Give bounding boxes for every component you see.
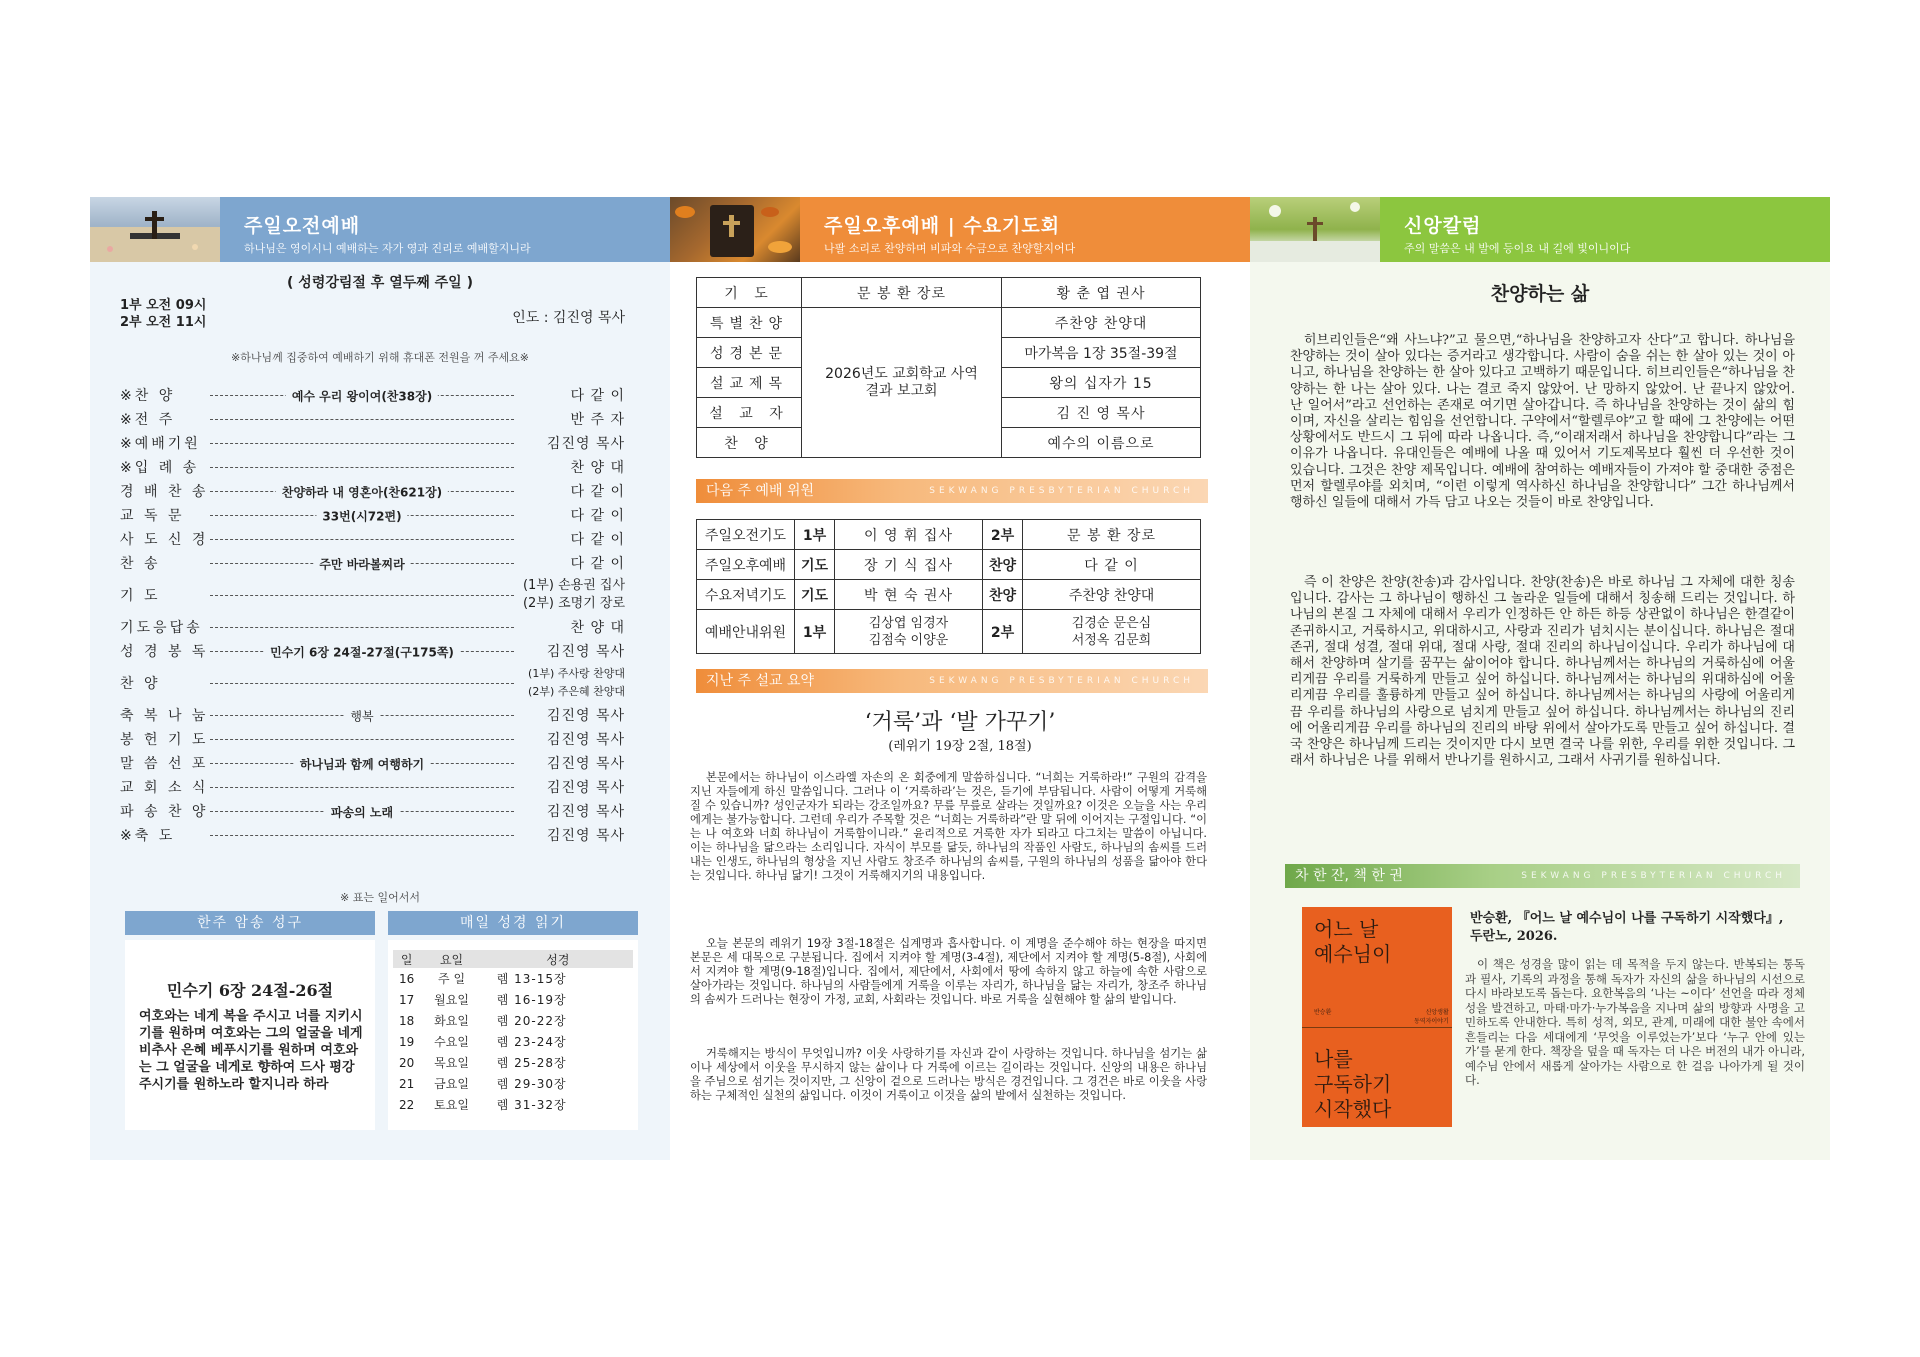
service-leader: 인도 : 김진영 목사 — [512, 310, 625, 326]
reading-day: 21 — [399, 1076, 415, 1091]
reading-passage: 렘 31-32장 — [496, 1098, 567, 1112]
sermon-title-label: 설교제목 — [697, 368, 802, 398]
order-row — [120, 527, 625, 551]
order-row — [120, 383, 625, 407]
order-detail: 민수기 6장 24절-27절(구175쪽) — [264, 643, 460, 660]
sermon-paragraph-2: 오늘 본문의 레위기 19장 3절-18절은 십계명과 흡사합니다. 이 계명을 준수해야 하는 현장을 따지면 본문은 세 대목으로 구분됩니다. 집에서 지켜야 할 계명(3-4절), 제단에서 지켜야 할 계명(5-8절), 사회에서 지켜야 할 계명(9-18절)입니다. 집에서, 제단에서, 사회에서 땅에 속하지 않고 하늘에 속한 사람으로 살아가라는 것입니다. 하나님의 사람들에게 거룩을 이루는 자리가, 하나님을 닮는 자리가, 창조주 하나님의 솜씨가 드러나는 현장이 가정, 교회, 사회라는 것입니다. 바로 거룩을 실현해야 할 삶의 밭입니다. — [690, 937, 1207, 1006]
order-row — [120, 431, 625, 455]
reading-weekday: 월요일 — [434, 993, 469, 1007]
duty-part: 1부 — [795, 520, 835, 550]
anthem-choirs — [520, 665, 625, 701]
duty-role: 주일오후예배 — [697, 550, 795, 580]
usher-line: 김경순 문은심 — [1071, 615, 1152, 631]
prayer-person-1: (1부) 손용권 집사 — [522, 578, 625, 593]
morning-service-verse: 하나님은 영이시니 예배하는 자가 영과 진리로 예배할지니라 — [244, 242, 531, 255]
memory-verse-text: 여호와는 네게 복을 주시고 너를 지키시기를 원하며 여호와는 그의 얼굴을 네게 비추사 은혜 베푸시기를 원하며 여호와는 그 얼굴을 네게로 향하여 드사 평강 주시기를 원하노라 할지니라 하라 — [139, 1009, 363, 1092]
usher-line: 김점숙 이양운 — [868, 632, 949, 648]
book-cover-title-top: 어느 날 예수님이 — [1314, 917, 1392, 966]
col-day: 일 — [393, 950, 420, 968]
order-detail: 주만 바라볼찌라 — [313, 555, 410, 572]
reading-weekday: 수요일 — [434, 1035, 469, 1049]
order-label: ※찬 양 — [120, 388, 176, 404]
prayer-person-2: (2부) 조명기 장로 — [522, 596, 625, 611]
bulletin-page — [90, 197, 1830, 1160]
usher-names-2 — [1023, 610, 1201, 654]
book-cover-divider — [1302, 1027, 1452, 1028]
afternoon-service-column — [670, 197, 1250, 1160]
church-name-watermark: SEKWANG PRESBYTERIAN CHURCH — [929, 486, 1194, 496]
order-person: 반 주 자 — [570, 412, 625, 428]
table-row — [393, 1052, 633, 1073]
daily-reading-header: 매일 성경 읽기 — [388, 911, 638, 935]
reading-passage: 렘 20-22장 — [496, 1014, 567, 1028]
phone-off-note: ※하나님께 집중하여 예배하기 위해 휴대폰 전원을 꺼 주세요※ — [231, 351, 529, 364]
order-label: 교 회 소 식 — [120, 780, 209, 796]
order-label: 말 씀 선 포 — [120, 756, 209, 772]
reading-passage: 렘 23-24장 — [496, 1035, 567, 1049]
duty-part: 2부 — [983, 520, 1023, 550]
duty-part: 1부 — [795, 610, 835, 654]
duty-person: 이 영 휘 집사 — [835, 520, 983, 550]
reading-day: 17 — [399, 992, 415, 1007]
next-week-tag: 다음 주 예배 위원 — [706, 483, 815, 499]
order-person: 다 같 이 — [570, 484, 625, 500]
book-cover-title-bottom: 나를 구독하기 시작했다 — [1314, 1047, 1392, 1121]
duty-person: 주찬양 찬양대 — [1023, 580, 1201, 610]
reading-day: 22 — [399, 1097, 415, 1112]
order-person: 다 같 이 — [570, 508, 625, 524]
duty-part: 찬양 — [983, 550, 1023, 580]
order-person: 다 같 이 — [570, 532, 625, 548]
reading-day: 18 — [399, 1013, 415, 1028]
morning-service-title: 주일오전예배 — [244, 215, 361, 237]
order-detail: 찬양하라 내 영혼아(찬621장) — [276, 483, 448, 500]
book-cover — [1302, 907, 1452, 1127]
service-time-1: 1부 오전 09시 — [120, 298, 207, 313]
order-row — [120, 615, 625, 639]
sermon-paragraph-1: 본문에서는 하나님이 이스라엘 자손의 온 회중에게 말씀하십니다. “너희는 거룩하라!” 구원의 감격을 지닌 자들에게 하신 말씀입니다. 그러나 이 ‘거룩하라’는 것은, 듣기에 부담됩니다. 사람이 어떻게 거룩해질 수 있습니까? 성인군자가 되라는 강조일까요? 무릎 무릎로 살라는 것일까요? 이것은 오늘을 사는 우리에게는 불가능합니다. 그런데 우리가 주목할 것은 “너희는 거룩하라”란 말 뒤에 이어지는 구절입니다. “이는 나 여호와 너희 하나님이 거룩함이니라.” 윤리적으로 거룩한 자가 되라고 다그치는 말씀이 아닙니다. 이는 하나님을 닮으라는 소리입니다. 자식이 부모를 닮듯, 하나님의 작품인 사람도, 하나님의 솜씨를 드러내는 인생도, 하나님의 형상을 지닌 사람도 창조주 하나님의 솜씨를, 구원의 하나님의 성품을 닮아야 한다는 것입니다. 하나님 닮기! 그것이 거룩해지기의 내용입니다. — [690, 771, 1207, 882]
column-paragraph-2: 즉 이 찬양은 찬양(찬송)과 감사입니다. 찬양(찬송)은 바로 하나님 그 자체에 대한 칭송입니다. 감사는 그 하나님이 행하신 그 놀라운 일들에 대해서 칭송해 드리는 것입니다. 하나님의 본질 그 자체에 대해서 우리가 인정하든 안 하든 하등 상관없이 하나님은 한결같이 존귀하시고, 거룩하시고, 위대하시고, 사랑과 진리가 넘치시는 분이십니다. 하나님은 절대 존귀, 절대 성결, 절대 위대, 절대 사랑, 절대 진리의 하나님이십니다. 우리가 하나님에 대해서 찬양하며 살기를 꿈꾸는 삶이어야 합니다. 하나님께서는 하나님의 거룩하심에 어울리게끔 우리를 거룩하게 만들고 싶어 하십니다. 하나님께서는 하나님의 위대하심에 어울리게끔 우리를 훌륭하게 만들고 싶어 하십니다. 하나님께서는 하나님의 사랑에 어울리게끔 우리를 하나님의 사랑으로 넘치게 만들고 싶어 하십니다. 하나님께서는 하나님의 진리에 어울리게끔 우리를 하나님의 진리의 바탕 위에서 살아가도록 만들고 싶어 하십니다. 결국 찬양은 하나님께 드리는 것이지만 다시 보면 결국 나를 위한, 우리를 위한 것입니다. 그래서 하나님은 나를 위해서 반나기를 원하시고, 그래서 사귀기를 원하십니다. — [1290, 575, 1795, 769]
duty-part: 찬양 — [983, 580, 1023, 610]
prayer-persons — [520, 577, 625, 613]
order-label: ※전 주 — [120, 412, 176, 428]
reading-weekday: 토요일 — [434, 1098, 469, 1112]
order-label: ※입 례 송 — [120, 460, 200, 476]
scripture: 마가복음 1장 35절-39절 — [1002, 338, 1201, 368]
order-person: 찬 양 대 — [570, 620, 625, 636]
order-detail: 예수 우리 왕이여(찬38장) — [286, 387, 438, 404]
order-row-prayer — [120, 575, 625, 615]
faith-column-verse: 주의 말씀은 내 발에 등이요 내 길에 빛이니이다 — [1404, 242, 1631, 255]
daily-reading-head-row — [393, 950, 633, 968]
order-label: 교 독 문 — [120, 508, 185, 524]
sermon-summary-title: ‘거룩’과 ‘발 가꾸기’ — [864, 710, 1056, 735]
faith-column-title: 신앙칼럼 — [1404, 215, 1482, 237]
order-detail: 행복 — [344, 707, 379, 724]
book-cover-author: 반승환 — [1314, 1009, 1332, 1016]
next-week-section-bar — [696, 479, 1208, 503]
sermon-summary-reference: (레위기 19장 2절, 18절) — [888, 739, 1032, 754]
church-name-watermark: SEKWANG PRESBYTERIAN CHURCH — [929, 676, 1194, 686]
order-person: 다 같 이 — [570, 556, 625, 572]
table-row — [393, 968, 633, 989]
book-citation: 반승환, 『어느 날 예수님이 나를 구독하기 시작했다』, 두란노, 2026. — [1470, 911, 1784, 944]
duty-person: 장 기 식 집사 — [835, 550, 983, 580]
usher-line: 서정옥 김문희 — [1071, 632, 1152, 648]
faith-header-band — [1380, 197, 1830, 262]
wednesday-prayer: 황 춘 엽 권사 — [1002, 278, 1201, 308]
order-person: 찬 양 대 — [570, 460, 625, 476]
book-review-text: 이 책은 성경을 많이 읽는 데 목적을 두지 않는다. 반복되는 통독과 필사, 기록의 과정을 통해 독자가 자신의 삶을 하나님의 시선으로 다시 바라보도록 돕는다. 요한복음의 ‘나는 ~이다’ 선언을 따라 정체성을 발견하고, 마태·마가·누가복음을 지나며 삶의 방향과 사명을 고민하도록 안내한다. 특히 성적, 외모, 관계, 미래에 대한 불안 속에서 흔들리는 다음 세대에게 ‘무엇을 이루었는가’보다 ‘누구 안에 있는가’를 묻게 한다. 책장을 덮을 때 독자는 더 나은 버전의 내가 아니라, 예수님 안에서 새롭게 살아가는 사람으로 한 걸음 나아가게 될 것이다. — [1465, 957, 1806, 1087]
church-name-watermark: SEKWANG PRESBYTERIAN CHURCH — [1521, 871, 1786, 881]
order-row — [120, 799, 625, 823]
order-person: 김진영 목사 — [546, 732, 625, 748]
sermon-paragraph-3: 거룩해지는 방식이 무엇입니까? 이웃 사랑하기를 자신과 같이 사랑하는 것입니다. 하나님을 섬기는 삶이나 세상에서 이웃을 무시하지 않는 삶이나 다 거룩에 이르는 길이라는 것입니다. 신앙의 내용은 하나님을 주님으로 섬기는 것이지만, 그 신앙이 겉으로 드러나는 방식은 경건입니다. 그 경건은 바로 이웃을 사랑하는 구체적인 실천의 삶입니다. 이것이 거룩이고 이것을 삶의 밭에서 실천하는 것입니다. — [690, 1047, 1207, 1102]
order-detail: 하나님과 함께 여행하기 — [294, 755, 430, 772]
table-row — [393, 1031, 633, 1052]
order-detail: 파송의 노래 — [325, 803, 399, 820]
sermon-summary-section-bar — [696, 669, 1208, 693]
reading-day: 20 — [399, 1055, 415, 1070]
table-row — [697, 308, 1201, 338]
order-label: 파 송 찬 양 — [120, 804, 209, 820]
order-row — [120, 551, 625, 575]
order-person: 김진영 목사 — [546, 828, 625, 844]
order-row — [120, 775, 625, 799]
afternoon-service-title: 주일오후예배 | 수요기도회 — [824, 215, 1061, 237]
order-row-anthem — [120, 663, 625, 703]
duty-person: 문 봉 환 장로 — [1023, 520, 1201, 550]
table-row — [697, 550, 1201, 580]
order-label: 찬 양 — [120, 676, 161, 692]
order-label: ※축 도 — [120, 828, 176, 844]
anthem-choir-2: (2부) 주은혜 찬양대 — [528, 685, 625, 698]
faith-column-header — [1250, 197, 1830, 262]
table-row — [393, 1073, 633, 1094]
column-paragraph-1: 히브리인들은“왜 사느냐?”고 물으면,“하나님을 찬양하고자 산다”고 합니다. 하나님을 찬양하는 것이 살아 있다는 증거라고 생각합니다. 사람이 숨을 쉬는 한 살아 있는 것이 아니고, 하나님을 찬양하는 한 살아 있다고 고백하기 때문입니다. 히브리인들은“하나님을 찬양하는 한 나는 살아 있다. 나는 결코 죽지 않았어. 난 망하지 않았어. 난 끝나지 않았어. 난 일어서”라고 선언하는 존재로 여기면 살아갑니다. 즉 하나님을 찬양하는 것이 삶의 힘이며, 자신을 살리는 힘임을 선언합니다. 구약에서“할렐루야”고 할 때에 그 찬양에는 어떤 상황에서도 반드시 그 뒤에 따라 나옵니다. 즉,“이래저래서 하나님을 찬양합니다”라는 그 이유가 나옵니다. 유대인들은 예배에 나올 때 있어서 기도제목보다 훨씬 더 우선한 것이 있습니다. 그것은 찬양 제목입니다. 예배에 참여하는 예배자들이 가져야 할 중대한 중점은 먼저 할렐루야를 외치며, “이런 이렇게 역사하신 하나님을 찬양합니다” 그간 하나님께서 행하신 일들에 대해서 가득 담고 나오는 것들이 바로 찬양입니다. — [1290, 333, 1795, 511]
cross-field-image — [1250, 197, 1380, 262]
reading-weekday: 목요일 — [434, 1056, 469, 1070]
bible-leaves-image — [670, 197, 800, 262]
preacher: 김 진 영 목사 — [1002, 398, 1201, 428]
order-label: 축 복 나 눔 — [120, 708, 209, 724]
order-person: 김진영 목사 — [546, 644, 625, 660]
reading-day: 16 — [399, 971, 415, 986]
morning-service-column — [90, 197, 670, 1160]
reading-passage: 렘 29-30장 — [496, 1077, 567, 1091]
morning-service-header — [90, 197, 670, 262]
reading-passage: 렘 25-28장 — [496, 1056, 567, 1070]
order-row — [120, 703, 625, 727]
afternoon-program: 2026년도 교회학교 사역 결과 보고회 — [802, 308, 1002, 458]
table-row — [393, 1094, 633, 1115]
table-row — [697, 278, 1201, 308]
column-article-title: 찬양하는 삶 — [1490, 283, 1590, 305]
duty-role: 주일오전기도 — [697, 520, 795, 550]
table-row — [697, 610, 1201, 654]
reading-weekday: 금요일 — [434, 1077, 469, 1091]
order-row — [120, 823, 625, 847]
duty-part: 기도 — [795, 580, 835, 610]
anthem-choir-1: (1부) 주사랑 찬양대 — [528, 667, 625, 680]
order-person: 김진영 목사 — [546, 804, 625, 820]
table-row — [697, 580, 1201, 610]
order-row — [120, 751, 625, 775]
order-row — [120, 503, 625, 527]
reading-passage: 렘 16-19장 — [496, 993, 567, 1007]
preacher-label: 설 교 자 — [697, 398, 802, 428]
order-row — [120, 727, 625, 751]
book-cover-publisher-note: 신앙생활 동역자이야기 — [1414, 1009, 1449, 1025]
daily-reading-table — [393, 950, 633, 1115]
duty-person: 박 현 숙 권사 — [835, 580, 983, 610]
duty-role: 수요저녁기도 — [697, 580, 795, 610]
reading-passage: 렘 13-15장 — [496, 972, 567, 986]
afternoon-prayer: 문 봉 환 장로 — [802, 278, 1002, 308]
book-section-tag: 차 한 잔, 책 한 권 — [1295, 868, 1403, 884]
order-row — [120, 639, 625, 663]
order-person: 김진영 목사 — [546, 756, 625, 772]
service-time-2: 2부 오전 11시 — [120, 315, 207, 330]
order-label: 봉 헌 기 도 — [120, 732, 209, 748]
praise: 예수의 이름으로 — [1002, 428, 1201, 458]
order-label: 찬 송 — [120, 556, 161, 572]
memory-verse-reference: 민수기 6장 24절-26절 — [166, 981, 334, 1000]
service-times — [120, 297, 206, 331]
next-week-duty-table — [696, 519, 1201, 654]
order-row — [120, 455, 625, 479]
praise-label: 찬 양 — [697, 428, 802, 458]
order-label: 기도응답송 — [120, 620, 203, 636]
memory-verse-header: 한주 암송 성구 — [125, 911, 375, 935]
morning-header-band — [220, 197, 670, 262]
faith-column — [1250, 197, 1830, 1160]
sermon-summary-tag: 지난 주 설교 요약 — [706, 673, 815, 689]
special-song: 주찬양 찬양대 — [1002, 308, 1201, 338]
order-label: ※예배기원 — [120, 436, 201, 452]
order-label: 사 도 신 경 — [120, 532, 209, 548]
order-person: 김진영 목사 — [546, 780, 625, 796]
afternoon-header-band — [800, 197, 1250, 262]
memory-verse-box — [125, 940, 375, 1130]
duty-person: 다 같 이 — [1023, 550, 1201, 580]
order-person: 김진영 목사 — [546, 436, 625, 452]
beach-cross-image — [90, 197, 220, 262]
order-person: 김진영 목사 — [546, 708, 625, 724]
order-label: 성 경 봉 독 — [120, 644, 209, 660]
order-label: 기 도 — [120, 588, 161, 604]
service-occasion: ( 성령강림절 후 열두째 주일 ) — [287, 275, 473, 291]
usher-names-1 — [835, 610, 983, 654]
duty-part: 기도 — [795, 550, 835, 580]
scripture-label: 성경본문 — [697, 338, 802, 368]
order-label: 경 배 찬 송 — [120, 484, 209, 500]
order-row — [120, 407, 625, 431]
order-person: 다 같 이 — [570, 388, 625, 404]
special-song-label: 특별찬양 — [697, 308, 802, 338]
table-row — [393, 1010, 633, 1031]
col-bible: 성경 — [483, 950, 633, 968]
afternoon-service-verse: 나팔 소리로 찬양하며 비파와 수금으로 찬양할지어다 — [824, 242, 1076, 255]
order-row — [120, 479, 625, 503]
table-row — [393, 989, 633, 1010]
reading-weekday: 화요일 — [434, 1014, 469, 1028]
duty-role: 예배안내위원 — [697, 610, 795, 654]
reading-weekday: 주 일 — [438, 972, 466, 986]
afternoon-service-header — [670, 197, 1250, 262]
order-detail: 33번(시72편) — [316, 507, 407, 524]
usher-line: 김상엽 임경자 — [868, 615, 949, 631]
sermon-title: 왕의 십자가 15 — [1002, 368, 1201, 398]
book-section-bar — [1285, 864, 1800, 888]
order-of-worship — [120, 383, 625, 847]
duty-part: 2부 — [983, 610, 1023, 654]
table-row — [697, 520, 1201, 550]
col-weekday: 요일 — [420, 950, 482, 968]
prayer-label: 기 도 — [697, 278, 802, 308]
reading-day: 19 — [399, 1034, 415, 1049]
daily-reading-box — [388, 940, 638, 1130]
stand-note: ※ 표는 일어서서 — [340, 891, 420, 904]
afternoon-service-table — [696, 277, 1201, 458]
